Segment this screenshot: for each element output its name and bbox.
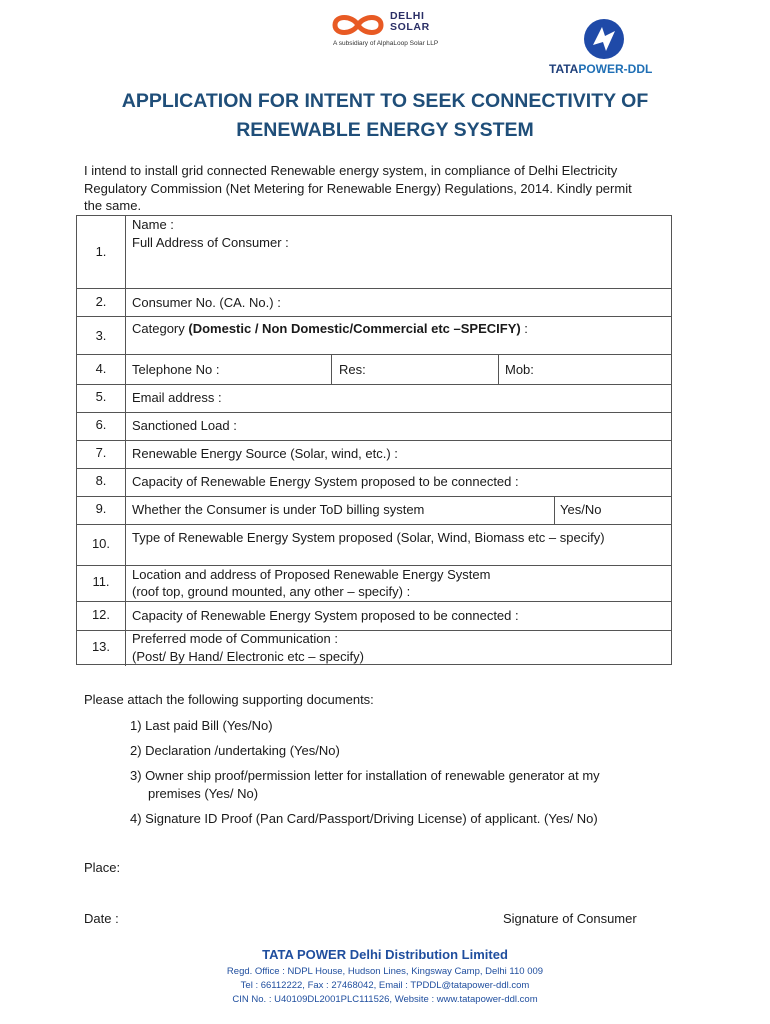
row-number: 11. bbox=[92, 574, 110, 589]
category-options: (Domestic / Non Domestic/Commercial etc –SPECIFY) bbox=[188, 321, 521, 336]
row-number: 12. bbox=[91, 607, 111, 622]
telephone-mob-field[interactable]: Mob: bbox=[505, 362, 534, 377]
footer-office-address: Regd. Office : NDPL House, Hudson Lines, Kingsway Camp, Delhi 110 009 bbox=[226, 966, 544, 977]
telephone-field[interactable]: Telephone No : bbox=[132, 362, 220, 377]
infinity-icon bbox=[330, 12, 386, 38]
energy-source-field[interactable]: Renewable Energy Source (Solar, wind, etc.) : bbox=[132, 446, 398, 461]
row-number: 8. bbox=[95, 473, 107, 488]
row-number: 7. bbox=[95, 445, 107, 460]
capacity-connected-field[interactable]: Capacity of Renewable Energy System proposed to be connected : bbox=[132, 608, 519, 623]
row-number: 5. bbox=[95, 389, 107, 404]
document-item-continued: premises (Yes/ No) bbox=[148, 786, 259, 801]
intro-line3: the same. bbox=[84, 198, 142, 213]
application-form-table bbox=[76, 215, 672, 665]
full-address-field[interactable]: Full Address of Consumer : bbox=[132, 235, 289, 250]
system-type-field[interactable]: Type of Renewable Energy System proposed (Solar, Wind, Biomass etc – specify) bbox=[132, 530, 605, 545]
category-label: Category bbox=[132, 321, 189, 336]
tata-power-wordmark bbox=[549, 62, 652, 76]
date-field[interactable]: Date : bbox=[84, 911, 119, 926]
category-colon: : bbox=[520, 321, 528, 336]
documents-heading: Please attach the following supporting documents: bbox=[84, 692, 374, 707]
category-field[interactable] bbox=[132, 320, 528, 338]
place-field[interactable]: Place: bbox=[84, 860, 121, 875]
tata-power-emblem-icon bbox=[583, 18, 625, 60]
row-number: 1. bbox=[95, 244, 107, 259]
footer-contact: Tel : 66112222, Fax : 27468042, Email : TPDDL@tatapower-ddl.com bbox=[240, 980, 530, 991]
document-item: 3) Owner ship proof/permission letter for installation of renewable generator at my bbox=[130, 768, 600, 783]
footer-cin: CIN No. : U40109DL2001PLC111526, Website : www.tatapower-ddl.com bbox=[232, 994, 538, 1005]
intro-paragraph bbox=[84, 162, 690, 215]
communication-field-line2: (Post/ By Hand/ Electronic etc – specify) bbox=[132, 649, 364, 664]
email-field[interactable]: Email address : bbox=[132, 390, 222, 405]
tata-power-prefix: TATA bbox=[549, 62, 579, 76]
row-number: 3. bbox=[95, 328, 107, 343]
tod-billing-label: Whether the Consumer is under ToD billing system bbox=[132, 502, 425, 517]
name-field[interactable]: Name : bbox=[132, 217, 174, 232]
footer-company-name: TATA POWER Delhi Distribution Limited bbox=[262, 947, 508, 962]
intro-line1: I intend to install grid connected Renewable energy system, in compliance of Delhi Electricity bbox=[84, 163, 618, 178]
location-field-line2: (roof top, ground mounted, any other – specify) : bbox=[132, 584, 411, 599]
delhi-solar-brand-line2: SOLAR bbox=[390, 21, 430, 33]
row-number: 6. bbox=[95, 417, 107, 432]
document-item: 2) Declaration /undertaking (Yes/No) bbox=[130, 743, 340, 758]
row-number: 4. bbox=[95, 361, 107, 376]
row-number: 2. bbox=[95, 294, 107, 309]
signature-field[interactable]: Signature of Consumer bbox=[503, 911, 637, 926]
tata-power-logo bbox=[545, 18, 685, 82]
row-number: 9. bbox=[95, 501, 107, 516]
communication-field-line1[interactable]: Preferred mode of Communication : bbox=[132, 631, 338, 646]
tata-power-suffix: POWER-DDL bbox=[578, 62, 653, 76]
sanctioned-load-field[interactable]: Sanctioned Load : bbox=[132, 418, 237, 433]
delhi-solar-tagline: A subsidiary of AlphaLoop Solar LLP bbox=[333, 40, 439, 47]
tod-billing-answer[interactable]: Yes/No bbox=[560, 502, 602, 517]
delhi-solar-logo bbox=[330, 10, 460, 50]
delhi-solar-brand-line1: DELHI bbox=[390, 10, 425, 22]
location-field-line1[interactable]: Location and address of Proposed Renewable Energy System bbox=[132, 567, 491, 582]
page-title-line1: APPLICATION FOR INTENT TO SEEK CONNECTIVITY OF bbox=[121, 90, 649, 112]
row-number: 13. bbox=[91, 639, 111, 654]
document-item: 1) Last paid Bill (Yes/No) bbox=[130, 718, 273, 733]
capacity-field[interactable]: Capacity of Renewable Energy System proposed to be connected : bbox=[132, 474, 519, 489]
row-number: 10. bbox=[91, 536, 111, 551]
telephone-res-field[interactable]: Res: bbox=[339, 362, 366, 377]
page-title-line2: RENEWABLE ENERGY SYSTEM bbox=[236, 119, 534, 141]
intro-line2: Regulatory Commission (Net Metering for Renewable Energy) Regulations, 2014. Kindly permit bbox=[84, 180, 632, 196]
consumer-no-field[interactable]: Consumer No. (CA. No.) : bbox=[132, 295, 281, 310]
document-item: 4) Signature ID Proof (Pan Card/Passport/Driving License) of applicant. (Yes/ No) bbox=[130, 811, 598, 826]
